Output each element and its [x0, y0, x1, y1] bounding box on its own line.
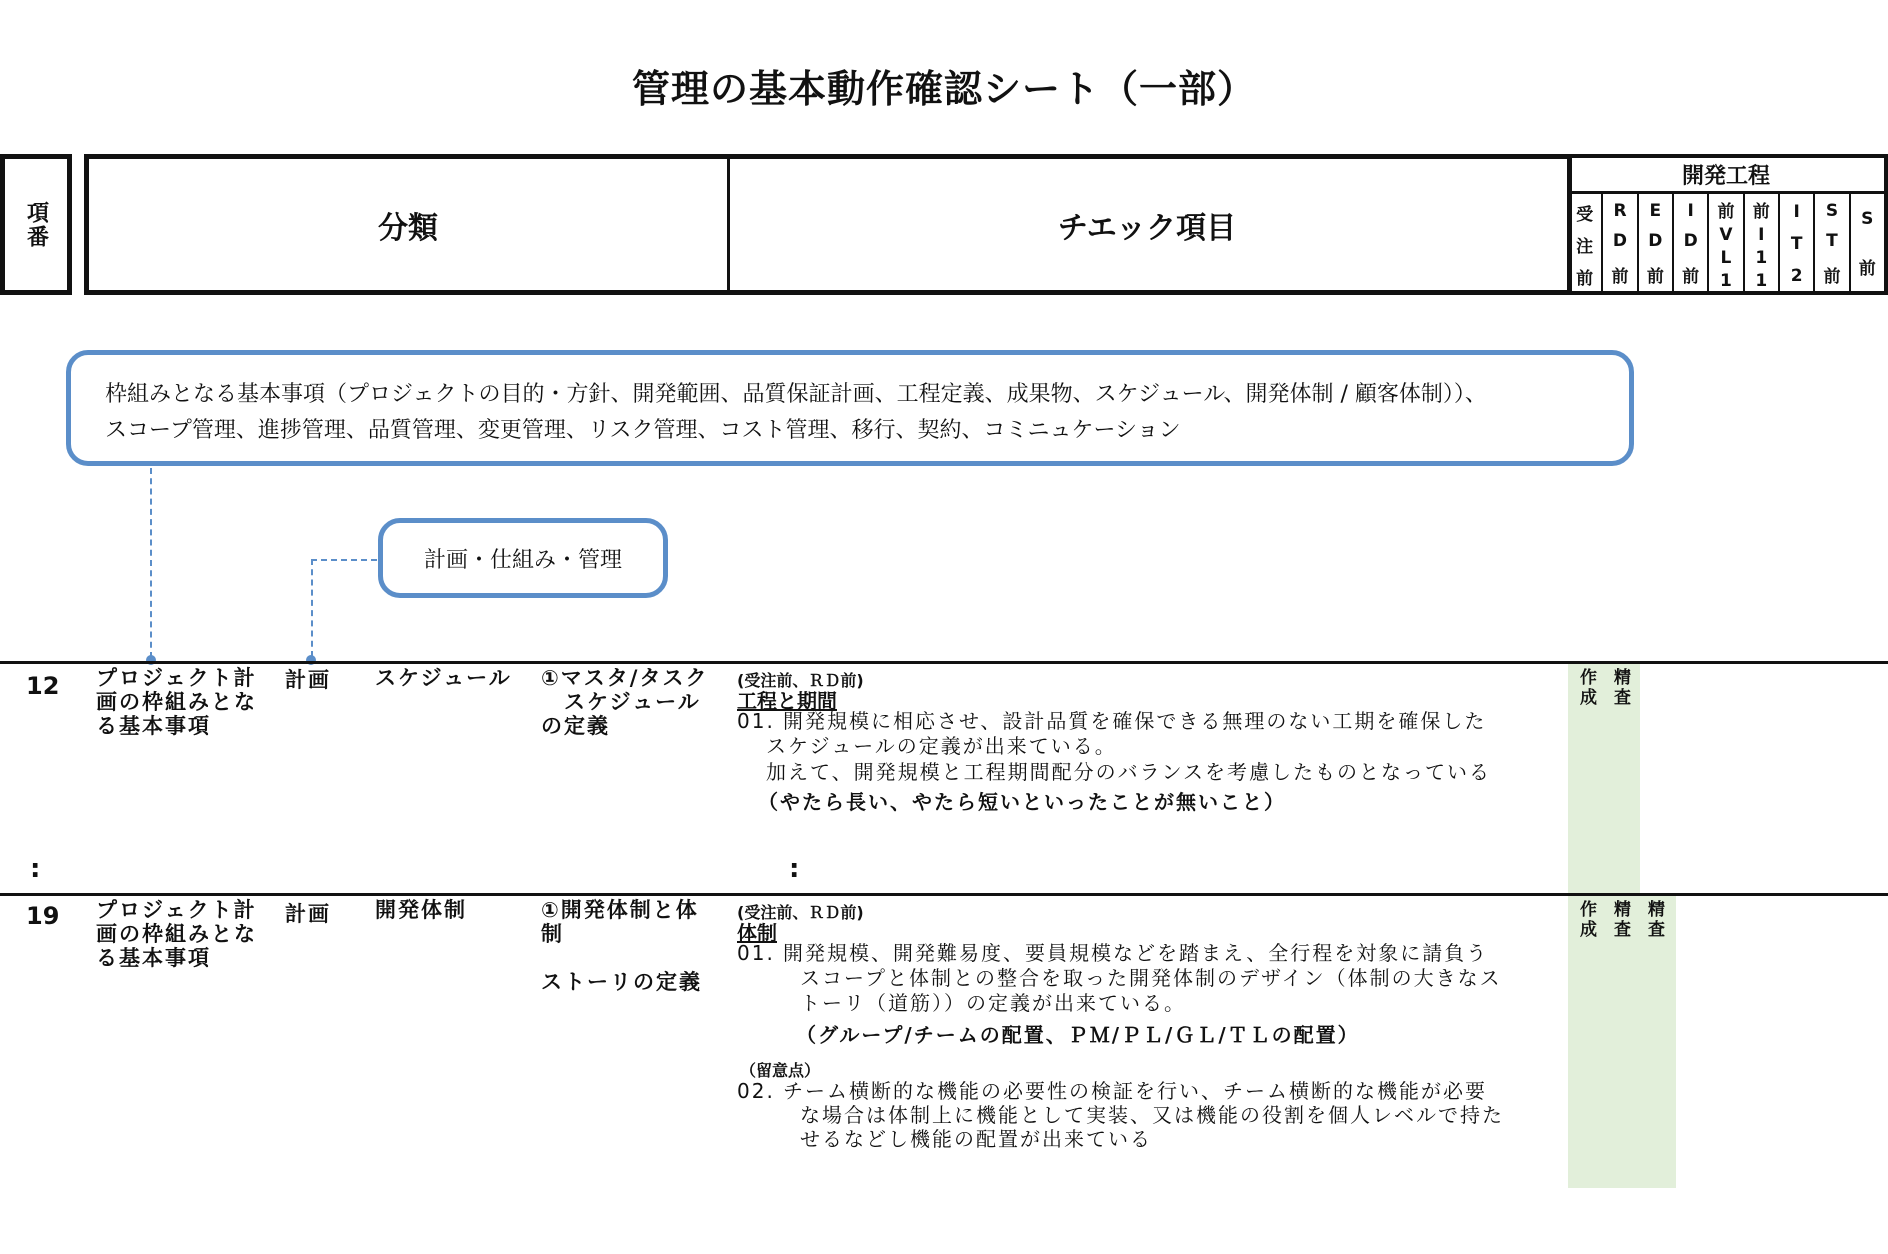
row19-item-number-2: 02. [737, 1079, 775, 1103]
callout-basic-items-line2: スコープ管理、進捗管理、品質管理、変更管理、リスク管理、コスト管理、移行、契約、コミニュケーション [105, 418, 1181, 443]
header-phase-char: 1 [1720, 270, 1732, 291]
row12-item-number: 01. [737, 709, 775, 733]
header-check-items-cell [727, 154, 1572, 295]
header-check-items: チエック項目 [1057, 210, 1237, 246]
header-phase-char: D [1683, 231, 1698, 252]
row12-category-1-line: プロジェクト計 [96, 666, 257, 690]
row12-category-4-line: ①マスタ/タスク [541, 666, 709, 690]
row12-category-2: 計画 [285, 668, 331, 692]
header-phase-char: S [1825, 201, 1839, 222]
role-char: 精 [1648, 900, 1665, 920]
row19-category-4b: ストーリの定義 [541, 970, 702, 994]
row-divider-top [0, 661, 1888, 664]
header-phase-column [1745, 194, 1780, 294]
row19-item-no: 19 [26, 902, 60, 930]
header-phase-char: 受 [1576, 204, 1594, 225]
header-phase-char: 前 [1576, 268, 1594, 289]
row12-note: （やたら長い、やたら短いといったことが無いこと） [758, 790, 1286, 814]
header-phase-char: 前 [1646, 266, 1664, 287]
header-phase-char: 前 [1823, 266, 1841, 287]
header-phase-char: D [1612, 231, 1628, 252]
row12-category-3: スケジュール [375, 666, 512, 690]
header-phase-char: 前 [1858, 259, 1876, 280]
row12-phase: (受注前、ＲＤ前) [737, 671, 864, 690]
header-phase-char: I [1687, 201, 1694, 222]
header-phase-column [1639, 194, 1674, 294]
header-phase-char: I [1793, 202, 1800, 222]
row12-role-review [1614, 668, 1631, 708]
header-item-no: 項番 [23, 200, 49, 249]
header-phase-column [1603, 194, 1638, 294]
header-phase-char: 前 [1717, 202, 1735, 223]
role-char: 成 [1580, 688, 1597, 708]
row19-category-2: 計画 [285, 902, 331, 926]
row12-heading: 工程と期間 [737, 689, 837, 713]
header-phase-char: 前 [1611, 266, 1629, 287]
row12-role-create [1580, 668, 1597, 708]
row19-role-create [1580, 900, 1597, 940]
header-phase-char: 2 [1790, 266, 1803, 286]
header-phase-columns [1568, 194, 1884, 294]
callout-plan-mechanism [378, 518, 668, 598]
role-char: 査 [1614, 688, 1631, 708]
ellipsis-right: : [789, 854, 800, 884]
header-phase-char: T [1826, 231, 1838, 252]
row19-category-4-line: 制 [541, 922, 564, 946]
header-phase-char: 1 [1755, 270, 1768, 291]
row19-text-line1: 開発規模、開発難易度、要員規模などを踏まえ、全行程を対象に請負う [783, 941, 1489, 965]
header-phase-column [1851, 194, 1884, 294]
row19-category-1 [96, 898, 257, 970]
header-category: 分類 [378, 210, 438, 246]
row19-item-number: 01. [737, 941, 775, 965]
row12-category-1-line: る基本事項 [96, 714, 211, 738]
row19-category-1-line: 画の枠組みとな [96, 922, 257, 946]
row19-memo-label: （留意点） [740, 1061, 821, 1080]
header-phase-title: 開発工程 [1568, 158, 1884, 194]
header-phase-char: I [1758, 225, 1765, 246]
row19-role-review-2 [1648, 900, 1665, 940]
row12-category-1-line: 画の枠組みとな [96, 690, 257, 714]
row19-text2-line2: な場合は体制上に機能として実装、又は機能の役割を個人レベルで持た [800, 1103, 1504, 1127]
row19-category-1-line: プロジェクト計 [96, 898, 257, 922]
connector-line-basic-items [150, 468, 152, 658]
header-phase-char: L [1720, 247, 1732, 268]
row19-text2-line3: せるなどし機能の配置が出来ている [800, 1127, 1152, 1151]
page-title: 管理の基本動作確認シート（一部） [631, 67, 1256, 111]
row12-category-4-line: スケジュール [541, 690, 701, 714]
connector-line-plan-h [311, 559, 377, 561]
header-phase-column [1780, 194, 1815, 294]
header-phase-char: 1 [1755, 247, 1768, 268]
row12-text-line3: 加えて、開発規模と工程期間配分のバランスを考慮したものとなっている [766, 760, 1491, 784]
role-char: 作 [1580, 900, 1597, 920]
row19-text2-line1: チーム横断的な機能の必要性の検証を行い、チーム横断的な機能が必要 [783, 1079, 1487, 1103]
row19-phase: (受注前、ＲＤ前) [737, 903, 864, 922]
header-phase-char: 前 [1752, 202, 1770, 223]
header-phase-column [1815, 194, 1850, 294]
row19-category-1-line: る基本事項 [96, 946, 211, 970]
callout-basic-items [66, 350, 1634, 466]
row19-note: （グループ/チームの配置、ＰＭ/ＰＬ/ＧＬ/ＴＬの配置） [796, 1023, 1360, 1047]
row19-heading: 体制 [737, 921, 777, 945]
role-char: 成 [1580, 920, 1597, 940]
role-char: 査 [1648, 920, 1665, 940]
header-phase-table [1568, 154, 1888, 295]
role-char: 査 [1614, 920, 1631, 940]
header-phase-char: D [1648, 231, 1663, 252]
row12-category-1 [96, 666, 257, 738]
row12-item-no: 12 [26, 672, 60, 700]
role-char: 精 [1614, 668, 1631, 688]
row12-text-line2: スケジュールの定義が出来ている。 [766, 734, 1117, 758]
row19-text-line2: スコープと体制との整合を取った開発体制のデザイン（体制の大きなス [800, 966, 1502, 990]
row19-category-4 [541, 898, 699, 946]
header-item-no-cell [0, 154, 72, 295]
header-phase-char: S [1861, 208, 1874, 229]
header-category-cell [84, 154, 730, 295]
header-phase-char: 前 [1682, 266, 1700, 287]
header-phase-char: E [1649, 201, 1662, 222]
header-phase-char: V [1719, 225, 1733, 246]
row12-text-line1: 開発規模に相応させ、設計品質を確保できる無理のない工期を確保した [783, 709, 1487, 733]
row19-category-4-line: ①開発体制と体 [541, 898, 699, 922]
header-phase-char: T [1790, 234, 1803, 254]
header-phase-column [1674, 194, 1709, 294]
ellipsis-left: : [30, 854, 41, 884]
header-phase-column [1709, 194, 1744, 294]
callout-basic-items-line1: 枠組みとなる基本事項（プロジェクトの目的・方針、開発範囲、品質保証計画、工程定義、成果物、スケジュール、開発体制 / 顧客体制））、 [105, 382, 1487, 407]
callout-plan-mechanism-label: 計画・仕組み・管理 [423, 547, 622, 573]
role-char: 作 [1580, 668, 1597, 688]
row19-category-3: 開発体制 [375, 898, 467, 922]
row19-text-line3: トーリ（道筋））の定義が出来ている。 [800, 991, 1186, 1015]
row-divider-middle [0, 893, 1888, 896]
header-phase-column [1568, 194, 1603, 294]
role-char: 精 [1614, 900, 1631, 920]
header-phase-char: 注 [1576, 236, 1594, 257]
row19-role-review [1614, 900, 1631, 940]
row12-category-4 [541, 666, 708, 738]
connector-line-plan-v [311, 559, 313, 657]
header-phase-char: R [1613, 201, 1627, 222]
row12-category-4-line: の定義 [541, 714, 610, 738]
